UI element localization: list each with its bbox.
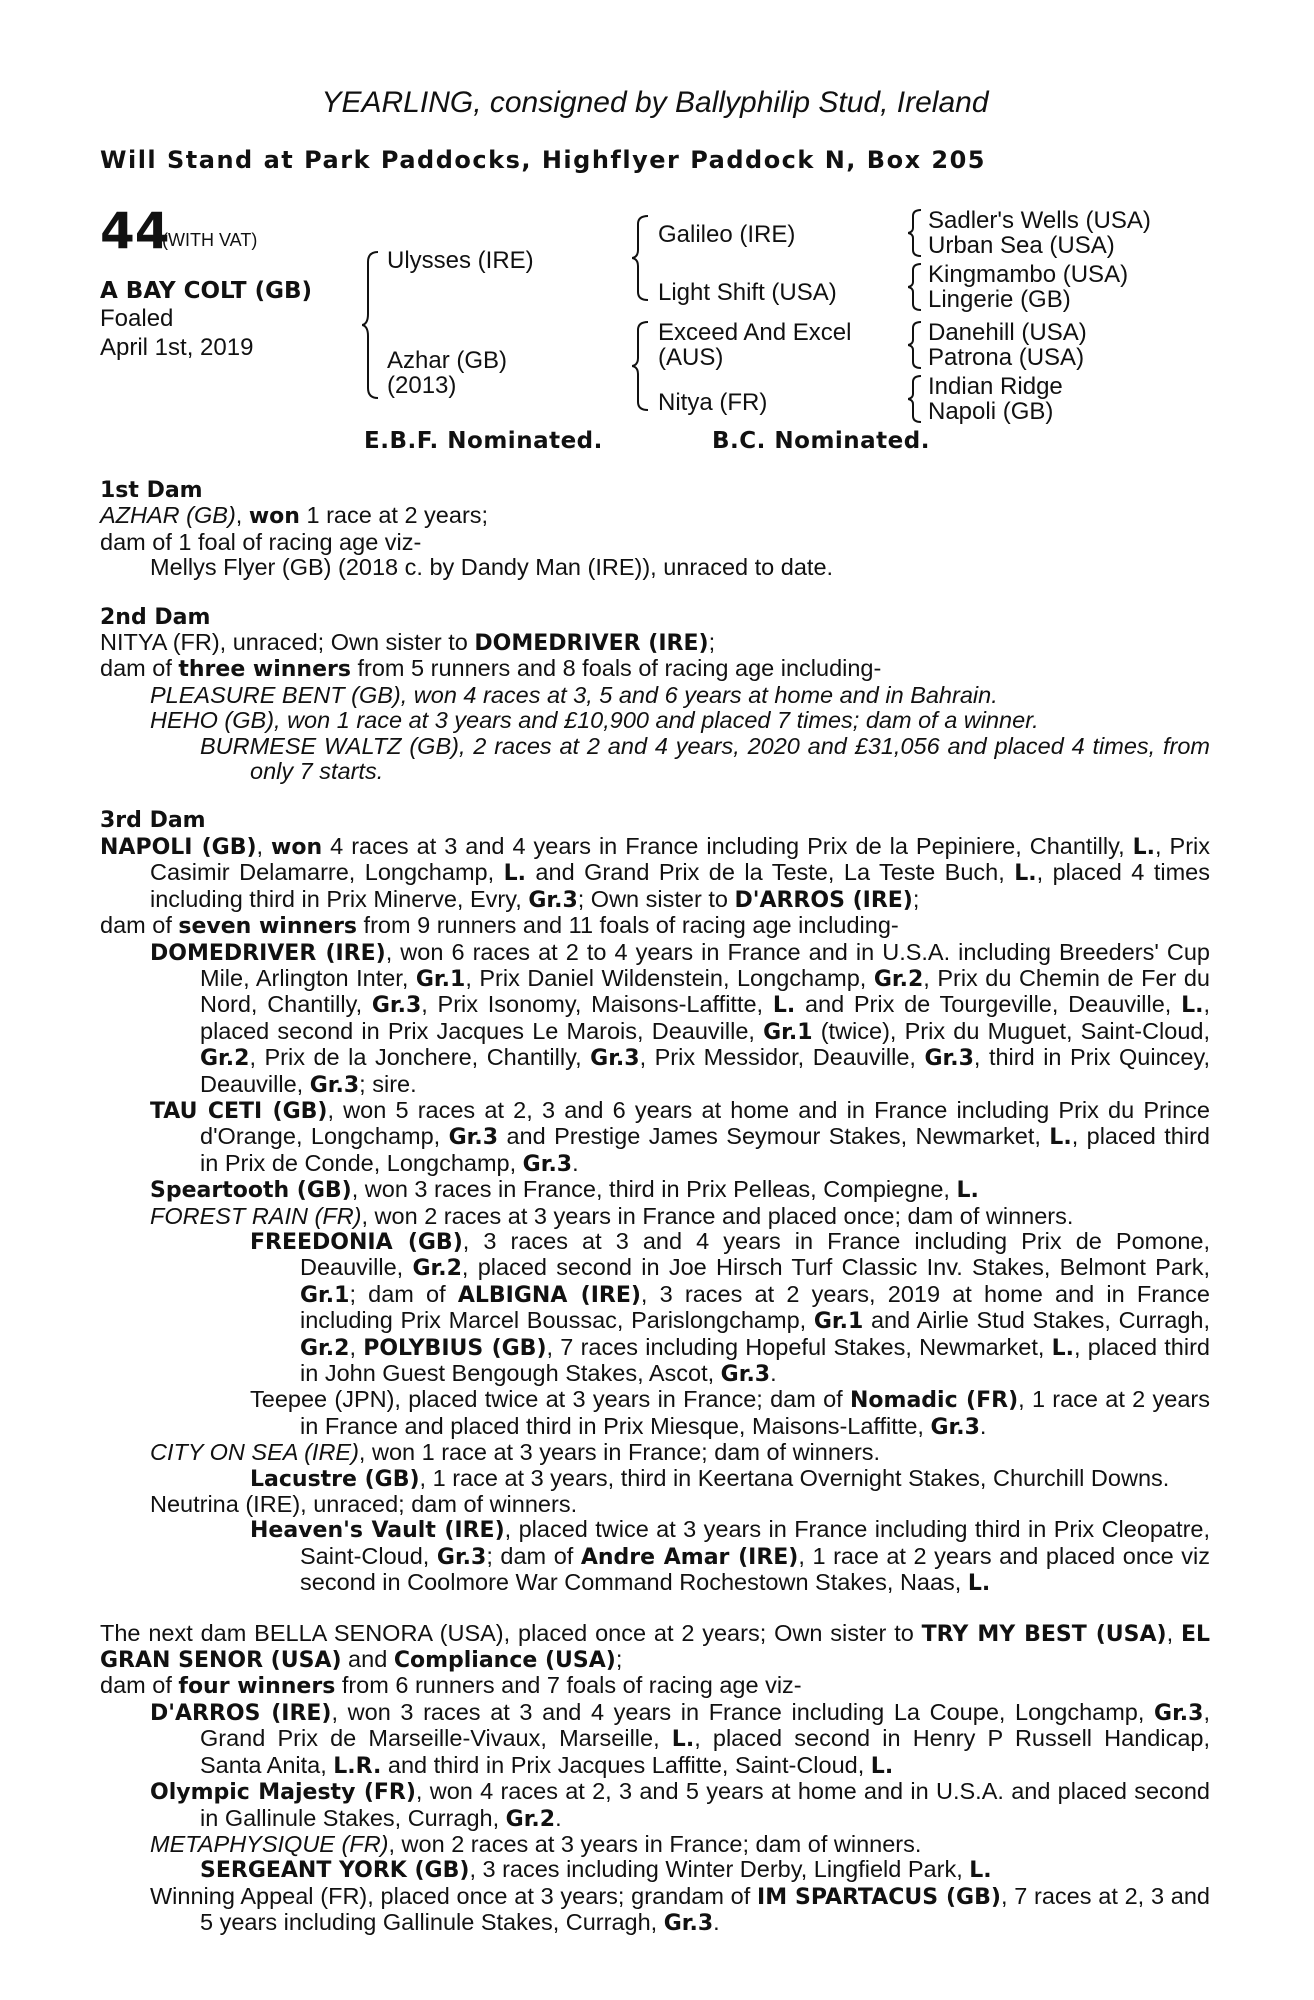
progeny-entry: Speartooth (GB), won 3 races in France, third in Prix Pelleas, Compiegne, L. (150, 1176, 979, 1204)
progeny-entry: METAPHYSIQUE (FR), won 2 races at 3 years in France; dam of winners. (150, 1830, 922, 1857)
third-dam-foals: dam of seven winners from 9 runners and 11 foals of racing age including- (100, 912, 899, 940)
pedigree-brace-sire (632, 214, 652, 302)
progeny-entry: D'ARROS (IRE), won 3 races at 3 and 4 years in France including La Coupe, Longchamp, Gr.3, Grand Prix de Marseille-Vivaux, Marseille, L., placed second in Henry P Russell Handicap, Santa Anita, L.R. and third in Prix Jacques Laffitte, Saint-Cloud, L. (150, 1698, 1211, 1779)
next-dam-section (100, 1621, 1210, 1937)
second-dam-heading: 2nd Dam (100, 604, 211, 630)
pedigree-brace-sd (908, 262, 924, 312)
consignor-line: YEARLING, consigned by Ballyphilip Stud, Ireland (321, 86, 989, 119)
pedigree-ddd: Napoli (GB) (928, 398, 1054, 425)
pedigree-ssd: Urban Sea (USA) (928, 232, 1115, 259)
pedigree-dds: Indian Ridge (928, 373, 1063, 400)
grand-progeny-entry: FREEDONIA (GB), 3 races at 3 and 4 years in France including Prix de Pomone, Deauville, Gr.2, placed second in Joe Hirsch Turf Classic Inv. Stakes, Belmont Park, Gr.1; dam of ALBIGNA (IRE), 3 races at 2 years, 2019 at home and in France including Prix Marcel Boussac, Parislongchamp, Gr.1 and Airlie Stud Stakes, Curragh, Gr.2, POLYBIUS (GB), 7 races including Hopeful Stakes, Newmarket, L., placed third in John Guest Bengough Stakes, Ascot, Gr.3. (250, 1227, 1210, 1387)
grand-progeny-entry: SERGEANT YORK (GB), 3 races including Winter Derby, Lingfield Park, L. (200, 1856, 992, 1884)
progeny-entry: BURMESE WALTZ (GB), 2 races at 2 and 4 years, 2020 and £31,056 and placed 4 times, from only 7 starts. (200, 732, 1210, 785)
pedigree-dsd: Patrona (USA) (928, 344, 1085, 371)
pedigree-brace-ss (908, 208, 924, 258)
progeny-entry: PLEASURE BENT (GB), won 4 races at 3, 5 and 6 years at home and in Bahrain. (150, 681, 998, 708)
dam-year: (2013) (387, 372, 457, 399)
next-dam-foals: dam of four winners from 6 runners and 7 foals of racing age viz- (100, 1672, 802, 1700)
progeny-entry: FOREST RAIN (FR), won 2 races at 3 years in France and placed once; dam of winners. (150, 1202, 1074, 1229)
first-dam-foals: dam of 1 foal of racing age viz- (100, 528, 422, 555)
second-dam-section (100, 605, 1210, 785)
produce-record (100, 478, 1210, 1937)
dam-name: Azhar (GB) (387, 347, 508, 374)
progeny-entry: Winning Appeal (FR), placed once at 3 years; grandam of IM SPARTACUS (GB), 7 races at 2, 3 and 5 years including Gallinule Stakes, Curragh, Gr.3. (150, 1882, 1210, 1937)
progeny-entry: TAU CETI (GB), won 5 races at 2, 3 and 6 years at home and in France including Prix du Prince d'Orange, Longchamp, Gr.3 and Prestige James Seymour Stakes, Newmarket, L., placed third in Prix de Conde, Longchamp, Gr.3. (150, 1096, 1210, 1177)
sire-dam: Light Shift (USA) (658, 279, 837, 306)
first-dam-section (100, 478, 1210, 581)
lot-description: A BAY COLT (GB) (100, 278, 313, 304)
foaled-date: Foaled April 1st, 2019 (100, 305, 254, 361)
stand-location: Will Stand at Park Paddocks, Highflyer Paddock N, Box 205 (100, 146, 986, 174)
pedigree-dss: Danehill (USA) (928, 319, 1087, 346)
dam-dam: Nitya (FR) (658, 389, 768, 416)
bc-nominated: B.C. Nominated. (712, 428, 930, 454)
third-dam-heading: 3rd Dam (100, 808, 206, 834)
dam-sire-line2: (AUS) (658, 344, 724, 371)
dam-sire-line1: Exceed And Excel (658, 319, 852, 346)
sire-name: Ulysses (IRE) (387, 247, 534, 274)
third-dam-line: NAPOLI (GB), won 4 races at 3 and 4 years in France including Prix de la Pepiniere, Chantilly, L., Prix Casimir Delamarre, Longchamp, L. and Grand Prix de la Teste, La Teste Buch, L., placed 4 times including third in Prix Minerve, Evry, Gr.3; Own sister to D'ARROS (IRE); (100, 832, 1210, 913)
ebf-nominated: E.B.F. Nominated. (364, 428, 603, 454)
first-dam-foal-entry: Mellys Flyer (GB) (2018 c. by Dandy Man (IRE)), unraced to date. (150, 554, 834, 581)
grand-progeny-entry: Heaven's Vault (IRE), placed twice at 3 years in France including third in Prix Cleopatre, Saint-Cloud, Gr.3; dam of Andre Amar (IRE), 1 race at 2 years and placed once viz second in Coolmore War Command Rochestown Stakes, Naas, L. (250, 1516, 1210, 1597)
grand-progeny-entry: Teepee (JPN), placed twice at 3 years in France; dam of Nomadic (FR), 1 race at 2 years in France and placed third in Prix Miesque, Maisons-Laffitte, Gr.3. (250, 1386, 1210, 1440)
pedigree-brace-gen1 (362, 250, 382, 400)
third-dam-section (100, 808, 1210, 1596)
progeny-entry: HEHO (GB), won 1 race at 3 years and £10,900 and placed 7 times; dam of a winner. (150, 707, 1039, 734)
vat-note: (WITH VAT) (162, 230, 258, 250)
pedigree-brace-ds (908, 320, 924, 370)
progeny-entry: Neutrina (IRE), unraced; dam of winners. (150, 1491, 578, 1518)
next-dam-line: The next dam BELLA SENORA (USA), placed once at 2 years; Own sister to TRY MY BEST (USA), EL GRAN SENOR (USA) and Compliance (USA); (100, 1619, 1211, 1674)
pedigree-brace-dam (632, 320, 652, 412)
pedigree-brace-dd (908, 374, 924, 424)
progeny-entry: Olympic Majesty (FR), won 4 races at 2, 3 and 5 years at home and in U.S.A. and placed second in Gallinule Stakes, Curragh, Gr.2. (150, 1778, 1210, 1832)
pedigree-sds: Kingmambo (USA) (928, 261, 1129, 288)
progeny-entry: CITY ON SEA (IRE), won 1 race at 3 years in France; dam of winners. (150, 1439, 881, 1466)
sire-sire: Galileo (IRE) (658, 221, 796, 248)
pedigree-sdd: Lingerie (GB) (928, 286, 1071, 313)
grand-progeny-entry: Lacustre (GB), 1 race at 3 years, third in Keertana Overnight Stakes, Churchill Downs. (250, 1464, 1170, 1492)
first-dam-line: AZHAR (GB), won 1 race at 2 years; (100, 502, 489, 530)
first-dam-heading: 1st Dam (100, 478, 203, 503)
second-dam-line: NITYA (FR), unraced; Own sister to DOMEDRIVER (IRE); (100, 629, 716, 657)
progeny-entry: DOMEDRIVER (IRE), won 6 races at 2 to 4 years in France and in U.S.A. including Breeders' Cup Mile, Arlington Inter, Gr.1, Prix Daniel Wildenstein, Longchamp, Gr.2, Prix du Chemin de Fer du Nord, Chantilly, Gr.3, Prix Isonomy, Maisons-Laffitte, L. and Prix de Tourgeville, Deauville, L., placed second in Prix Jacques Le Marois, Deauville, Gr.1 (twice), Prix du Muguet, Saint-Cloud, Gr.2, Prix de la Jonchere, Chantilly, Gr.3, Prix Messidor, Deauville, Gr.3, third in Prix Quincey, Deauville, Gr.3; sire. (150, 938, 1210, 1098)
second-dam-foals: dam of three winners from 5 runners and 8 foals of racing age including- (100, 655, 882, 683)
lot-number: 44 (100, 202, 170, 260)
pedigree-sss: Sadler's Wells (USA) (928, 207, 1151, 234)
